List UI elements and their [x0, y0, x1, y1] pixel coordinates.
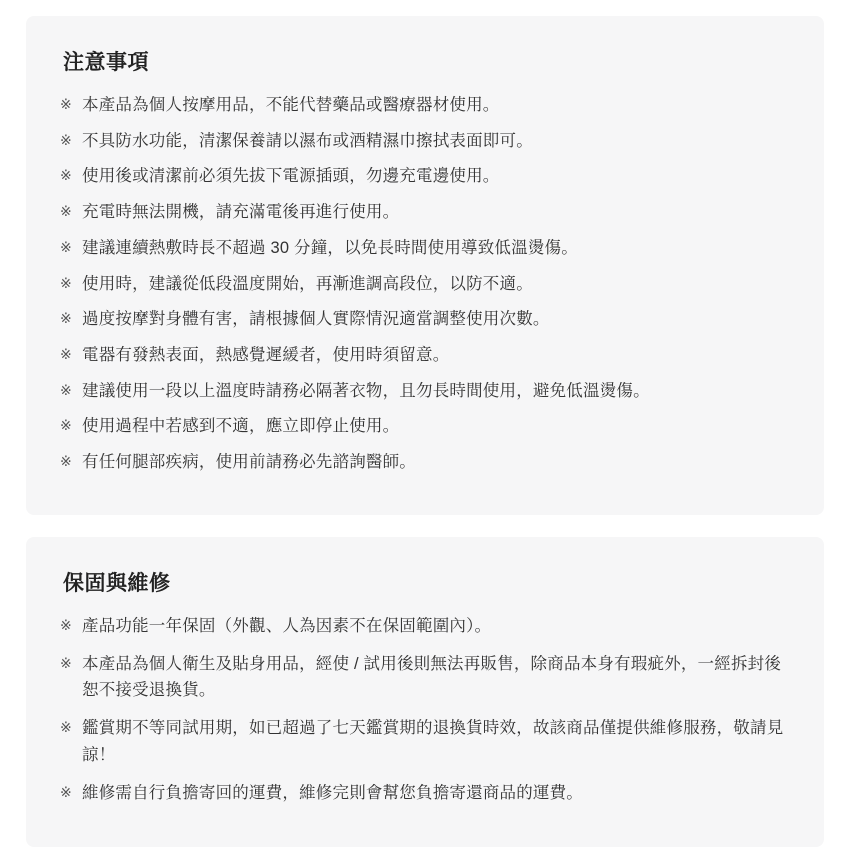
list-item [60, 271, 790, 298]
list-item [60, 449, 790, 476]
list-item [60, 306, 790, 333]
bullet-marker-icon: ※ [60, 453, 72, 470]
list-item [60, 342, 790, 369]
list-item-text: 產品功能一年保固（外觀、人為因素不在保固範圍內）。 [82, 616, 492, 635]
bullet-marker-icon: ※ [60, 203, 72, 220]
list-item [60, 413, 790, 440]
list-item-text: 過度按摩對身體有害，請根據個人實際情況適當調整使用次數。 [82, 310, 550, 329]
list-item-text: 不具防水功能，清潔保養請以濕布或酒精濕巾擦拭表面即可。 [82, 131, 533, 150]
bullet-marker-icon: ※ [60, 238, 72, 255]
notes-card [26, 16, 824, 515]
bullet-marker-icon: ※ [60, 616, 72, 633]
list-item-text: 有任何腿部疾病，使用前請務必先諮詢醫師。 [82, 453, 416, 472]
list-item-text: 建議使用一段以上溫度時請務必隔著衣物，且勿長時間使用，避免低溫燙傷。 [82, 381, 650, 400]
list-item-text: 建議連續熱敷時長不超過 30 分鐘，以免長時間使用導致低溫燙傷。 [82, 238, 578, 257]
list-item [60, 715, 790, 768]
warranty-list [60, 613, 790, 806]
list-item [60, 199, 790, 226]
list-item-text: 鑑賞期不等同試用期，如已超過了七天鑑賞期的退換貨時效，故該商品僅提供維修服務，敬請見諒！ [82, 719, 784, 764]
bullet-marker-icon: ※ [60, 96, 72, 112]
list-item [60, 235, 790, 262]
bullet-marker-icon: ※ [60, 167, 72, 184]
bullet-marker-icon: ※ [60, 274, 72, 291]
bullet-marker-icon: ※ [60, 381, 72, 398]
list-item-text: 使用過程中若感到不適，應立即停止使用。 [82, 417, 400, 436]
list-item [60, 92, 790, 119]
notes-title: 注意事項 [63, 51, 149, 74]
bullet-marker-icon: ※ [60, 417, 72, 434]
notes-list [60, 92, 790, 476]
list-item-text: 使用時，建議從低段溫度開始，再漸進調高段位，以防不適。 [82, 274, 533, 293]
list-item-text: 電器有發熱表面，熱感覺遲緩者，使用時須留意。 [82, 346, 450, 365]
bullet-marker-icon: ※ [60, 783, 72, 800]
list-item-text: 本產品為個人衛生及貼身用品，經使 / 試用後則無法再販售，除商品本身有瑕疵外，一經拆封後恕不接受退換貨。 [82, 654, 782, 700]
list-item [60, 780, 790, 807]
list-item-text: 充電時無法開機，請充滿電後再進行使用。 [82, 203, 400, 222]
list-item [60, 128, 790, 155]
list-item-text: 本產品為個人按摩用品，不能代替藥品或醫療器材使用。 [82, 96, 500, 114]
list-item [60, 651, 790, 704]
bullet-marker-icon: ※ [60, 346, 72, 363]
bullet-marker-icon: ※ [60, 310, 72, 327]
list-item-text: 維修需自行負擔寄回的運費，維修完則會幫您負擔寄還商品的運費。 [82, 783, 583, 802]
bullet-marker-icon: ※ [60, 131, 72, 148]
warranty-title: 保固與維修 [63, 571, 171, 595]
list-item-text: 使用後或清潔前必須先拔下電源插頭，勿邊充電邊使用。 [82, 167, 500, 186]
warranty-card [26, 537, 824, 847]
list-item [60, 163, 790, 190]
list-item [60, 613, 790, 640]
bullet-marker-icon: ※ [60, 719, 72, 736]
bullet-marker-icon: ※ [60, 654, 72, 671]
list-item [60, 378, 790, 405]
